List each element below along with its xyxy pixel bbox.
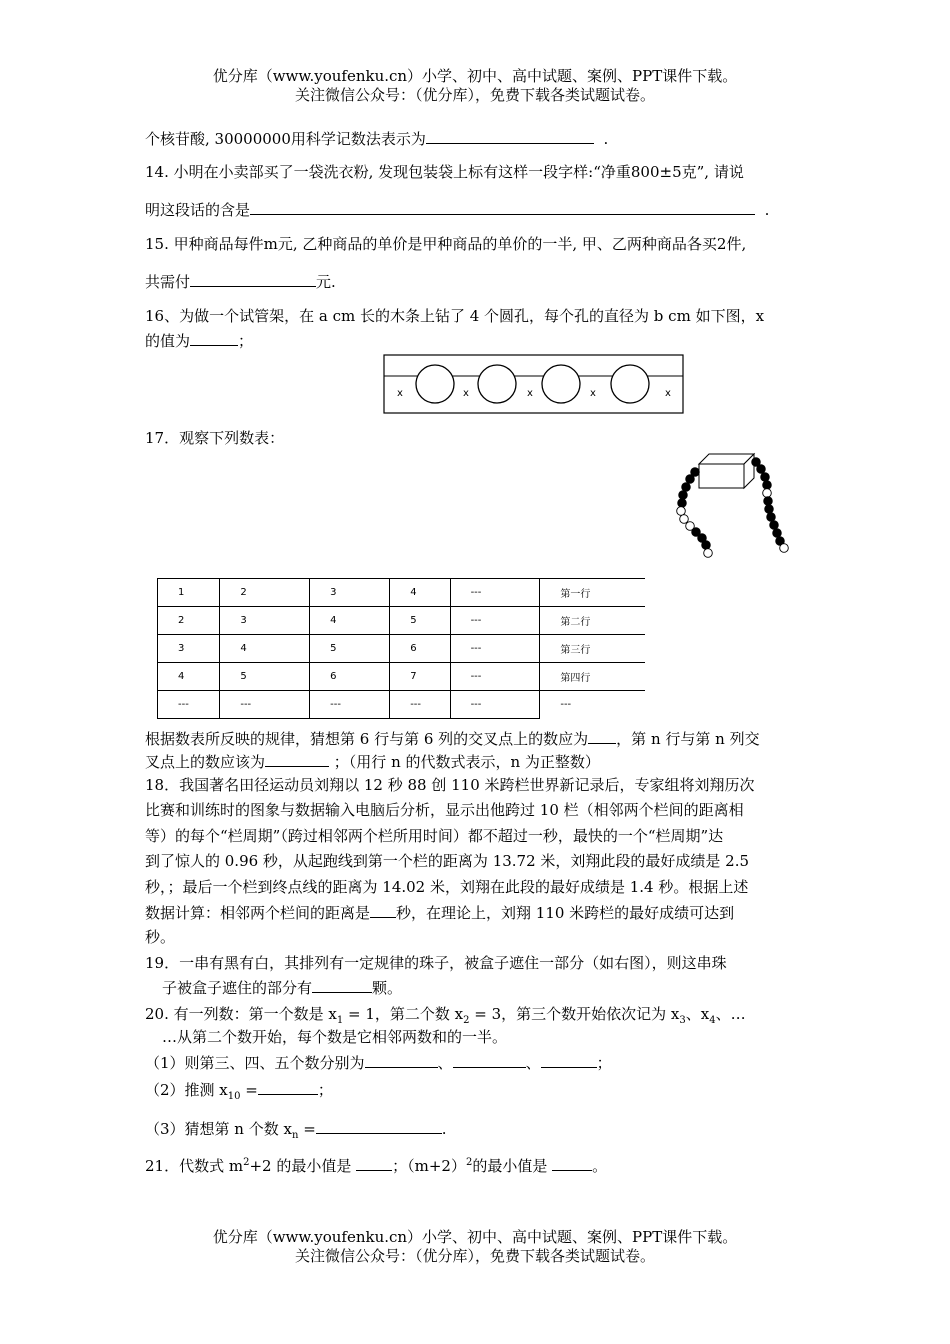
table-cell: 4 <box>390 579 450 607</box>
q17-text-a: 根据数表所反映的规律，猜想第 6 行与第 6 列的交叉点上的数应为 <box>145 730 589 748</box>
number-table <box>157 578 645 719</box>
page-footer <box>0 1228 950 1266</box>
q16-blank <box>190 330 238 346</box>
table-cell: --- <box>450 579 540 607</box>
black-bead <box>686 475 695 484</box>
footer-line-1: 优分库（www.youfenku.cn）小学、初中、高中试题、案例、PPT课件下载。 <box>212 1228 738 1246</box>
beads-figure <box>668 448 793 568</box>
white-bead <box>780 544 789 553</box>
q14-text: 明这段话的含是 <box>145 201 251 219</box>
hole-circle <box>478 365 516 403</box>
q20-line-2: …从第二个数开始，每个数是它相邻两数和的一半。 <box>162 1028 508 1046</box>
q14-blank <box>250 199 755 215</box>
black-bead <box>682 483 691 492</box>
black-bead <box>679 491 688 500</box>
q13-blank <box>426 128 594 144</box>
q21-line: 21．代数式 $m^2+2$ 的最小值是 ；$(m+2)^2$的最小值是 。 <box>145 1157 608 1175</box>
table-cell: 5 <box>310 635 390 663</box>
q15-text-b: 元. <box>316 273 336 291</box>
hole-circle <box>542 365 580 403</box>
q18-line-4: 到了惊人的 0.96 秒，从起跑线到第一个栏的距离为 13.72 米，刘翔此段的最好成绩是 2.5 <box>145 852 750 870</box>
table-cell: 2 <box>158 607 220 635</box>
q18-line-3: 等）的每个“栏周期”（跨过相邻两个栏所用时间）都不超过一秒，最快的一个“栏周期”达 <box>145 827 724 845</box>
x-label: x <box>527 388 533 399</box>
page-header <box>0 67 950 105</box>
q14-end: . <box>764 201 770 219</box>
q16-line-2 <box>145 330 253 351</box>
table-row <box>158 607 646 635</box>
table-cell: --- <box>450 663 540 691</box>
black-bead <box>770 521 779 530</box>
table-cell: --- <box>450 607 540 635</box>
q13-line <box>145 128 608 149</box>
q18-line-6 <box>145 902 734 923</box>
table-cell: --- <box>450 635 540 663</box>
table-cell: 6 <box>390 635 450 663</box>
q20-blank-n <box>316 1118 442 1134</box>
footer-line-2: 关注微信公众号：（优分库），免费下载各类试题试卷。 <box>294 1247 655 1265</box>
table-cell: 3 <box>220 607 310 635</box>
q15-line-2 <box>145 271 336 292</box>
table-cell: 2 <box>220 579 310 607</box>
q17-title: 17．观察下列数表： <box>145 429 285 447</box>
black-bead <box>678 499 687 508</box>
black-bead <box>757 465 766 474</box>
x-label: x <box>665 388 671 399</box>
q18-line-2: 比赛和训练时的图象与数据输入电脑后分析，显示出他跨过 10 栏（相邻两个栏间的距离相 <box>145 801 744 819</box>
table-cell: 4 <box>310 607 390 635</box>
table-cell: --- <box>310 691 390 719</box>
table-cell: 7 <box>390 663 450 691</box>
white-bead <box>704 549 713 558</box>
q16-line-1: 16、为做一个试管架，在 a cm 长的木条上钻了 4 个圆孔，每个孔的直径为 b cm 如下图，x <box>145 307 765 325</box>
table-row <box>158 691 646 719</box>
black-bead <box>764 497 773 506</box>
header-line-2: 关注微信公众号：（优分库），免费下载各类试题试卷。 <box>294 86 655 104</box>
q14-line-1: 14. 小明在小卖部买了一袋洗衣粉, 发现包装袋上标有这样一段字样:“净重800±5克”, 请说 <box>145 163 744 181</box>
white-bead <box>677 507 686 516</box>
q21-blank-2 <box>552 1155 592 1171</box>
q15-text-a: 共需付 <box>145 273 191 291</box>
q18-text-b: 秒，在理论上，刘翔 110 米跨栏的最好成绩可达到 <box>396 904 735 922</box>
table-cell: 3 <box>158 635 220 663</box>
black-bead <box>763 481 772 490</box>
black-bead <box>761 473 770 482</box>
x-label: x <box>590 388 596 399</box>
q19-line-1: 19．一串有黑有白，其排列有一定规律的珠子，被盒子遮住一部分（如右图），则这串珠 <box>145 954 727 972</box>
q14-line-2 <box>145 199 769 220</box>
white-bead <box>680 515 689 524</box>
q21-blank-1 <box>356 1155 392 1171</box>
q18-line-7: 秒。 <box>145 928 176 946</box>
q20-line-1: 20. 有一列数：第一个数是 $x_1 = 1$，第二个数 $x_2 = 3$，第三个数开始依次记为 $x_3$、$x_4$、… <box>145 1005 746 1026</box>
q17-blank-2 <box>265 751 329 767</box>
table-cell: --- <box>220 691 310 719</box>
black-bead <box>702 541 711 550</box>
q16-text-a: 的值为 <box>145 332 191 350</box>
x-label: x <box>463 388 469 399</box>
white-bead <box>763 489 772 498</box>
q17-line-1 <box>145 728 760 749</box>
q15-line-1: 15. 甲种商品每件m元, 乙种商品的单价是甲种商品的单价的一半, 甲、乙两种商品各买2件, <box>145 235 747 253</box>
q17-text-b: ，第 n 行与第 n 列交 <box>616 730 760 748</box>
table-cell: 3 <box>310 579 390 607</box>
q17-blank-1 <box>588 728 616 744</box>
q18-text-a: 数据计算：相邻两个栏间的距离是 <box>145 904 371 922</box>
table-cell: 1 <box>158 579 220 607</box>
table-row <box>158 635 646 663</box>
black-bead <box>765 505 774 514</box>
q18-line-1: 18．我国著名田径运动员刘翔以 12 秒 88 创 110 米跨栏世界新记录后，专家组将刘翔历次 <box>145 776 755 794</box>
test-tube-rack-figure <box>383 354 685 416</box>
q18-blank <box>370 902 396 918</box>
number-table-grid <box>157 578 645 719</box>
table-cell: 第三行 <box>540 635 645 663</box>
q17-text-d: ；（用行 n 的代数式表示，n 为正整数） <box>333 753 600 771</box>
q20-part-2: （2）推测 $x_{10}$ = ； <box>145 1081 333 1102</box>
q20-part-3: （3）猜想第 n 个数 $x_n$ = . <box>145 1120 447 1141</box>
table-cell: 4 <box>220 635 310 663</box>
q16-text-b: ； <box>238 332 254 350</box>
q15-blank <box>190 271 316 287</box>
table-cell: 第一行 <box>540 579 645 607</box>
q13-end: . <box>603 130 609 148</box>
table-row <box>158 579 646 607</box>
q17-line-2 <box>145 751 600 772</box>
table-cell: --- <box>540 691 645 719</box>
q19-blank <box>312 977 372 993</box>
q20-blank-3 <box>365 1052 438 1068</box>
q19-line-2 <box>162 977 402 998</box>
q18-line-5: 秒，；最后一个栏到终点线的距离为 14.02 米，刘翔在此段的最好成绩是 1.4 秒。根据上述 <box>145 878 749 896</box>
q13-text: 个核苷酸, 30000000用科学记数法表示为 <box>145 130 426 148</box>
q19-text-b: 颗。 <box>372 979 403 997</box>
table-row <box>158 663 646 691</box>
table-cell: 4 <box>158 663 220 691</box>
q17-text-c: 叉点上的数应该为 <box>145 753 266 771</box>
hole-circle <box>611 365 649 403</box>
table-cell: --- <box>158 691 220 719</box>
table-cell: 6 <box>310 663 390 691</box>
table-cell: --- <box>390 691 450 719</box>
table-cell: 第二行 <box>540 607 645 635</box>
q19-text-a: 子被盒子遮住的部分有 <box>162 979 313 997</box>
q20-blank-5 <box>541 1052 597 1068</box>
table-cell: 5 <box>220 663 310 691</box>
table-cell: --- <box>450 691 540 719</box>
table-cell: 5 <box>390 607 450 635</box>
q20-part-1: （1）则第三、四、五个数分别为 、 、 ； <box>145 1054 612 1072</box>
q20-blank-4 <box>453 1052 526 1068</box>
hole-circle <box>416 365 454 403</box>
table-cell: 第四行 <box>540 663 645 691</box>
black-bead <box>767 513 776 522</box>
black-bead <box>773 529 782 538</box>
q20-blank-10 <box>258 1079 318 1095</box>
header-line-1: 优分库（www.youfenku.cn）小学、初中、高中试题、案例、PPT课件下载。 <box>212 67 738 85</box>
x-label: x <box>397 388 403 399</box>
